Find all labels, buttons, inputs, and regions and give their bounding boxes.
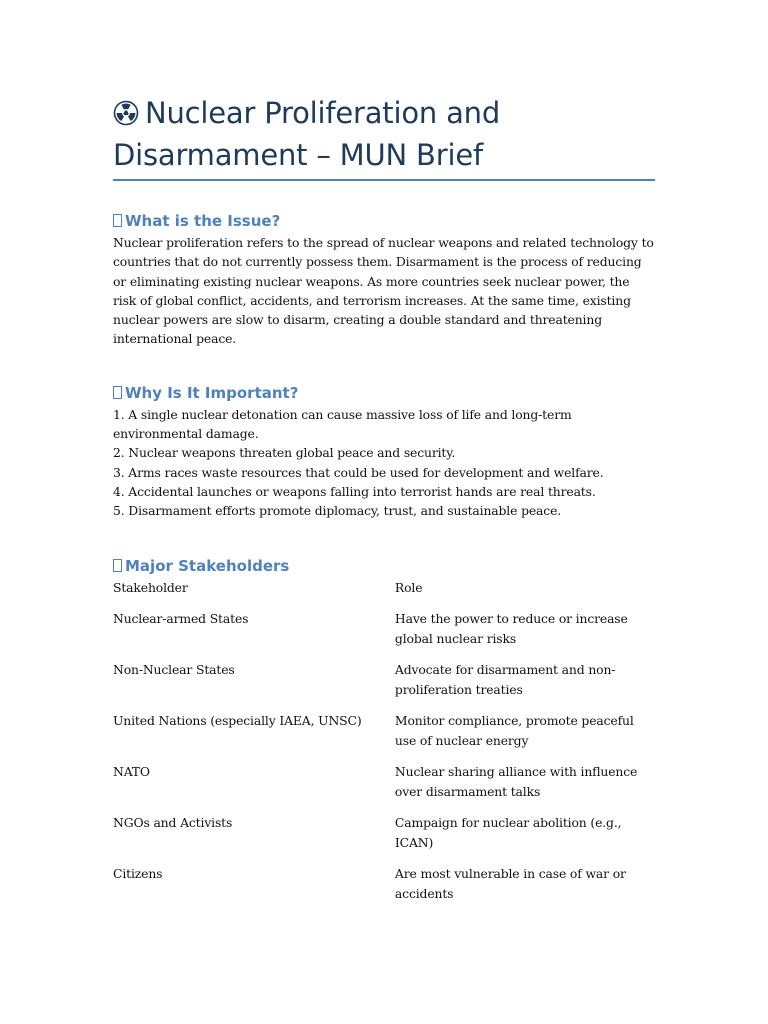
stakeholder-role: Have the power to reduce or increase global nuclear risks	[394, 611, 628, 646]
title-line-2: Disarmament – MUN Brief	[113, 138, 483, 172]
section-heading-importance-label: Why Is It Important?	[125, 383, 299, 402]
stakeholder-role: Monitor compliance, promote peaceful use of nuclear energy	[394, 713, 634, 748]
stakeholder-name: NGOs and Activists	[113, 815, 233, 831]
stakeholder-name: Nuclear-armed States	[113, 611, 249, 627]
table-header-row	[113, 578, 655, 610]
section-heading-stakeholders	[113, 555, 655, 577]
issue-paragraph: Nuclear proliferation refers to the spread of nuclear weapons and related technology to countries that do not currently possess them. Disarmament is the process of reducing or eliminating existing nuclear weapons. As more countries seek nuclear power, the risk of global conflict, accidents, and terrorism increases. At the same time, existing nuclear powers are slow to disarm, creating a double standard and threatening international peace.	[113, 235, 654, 347]
section-heading-issue-label: What is the Issue?	[125, 212, 281, 230]
stakeholder-role: Are most vulnerable in case of war or accidents	[394, 866, 626, 901]
stakeholders-table	[113, 578, 655, 904]
column-header-role: Role	[394, 579, 423, 595]
stakeholder-name: NATO	[113, 764, 150, 780]
stakeholder-role: Campaign for nuclear abolition (e.g., ICAN)	[394, 815, 622, 850]
stakeholder-name: Non-Nuclear States	[113, 662, 235, 678]
table-row	[113, 762, 655, 813]
title-divider	[113, 179, 655, 181]
table-row	[113, 609, 655, 660]
section-heading-issue	[113, 210, 655, 232]
stakeholder-name: Citizens	[113, 866, 163, 882]
page-title	[113, 92, 655, 176]
list-item: 4. Accidental launches or weapons falling into terrorist hands are real threats.	[113, 483, 596, 499]
table-row	[113, 660, 655, 711]
section-heading-importance	[113, 382, 655, 404]
list-item: 5. Disarmament efforts promote diplomacy, trust, and sustainable peace.	[113, 503, 562, 519]
list-item: 3. Arms races waste resources that could be used for development and welfare.	[113, 464, 604, 480]
importance-list	[113, 405, 655, 521]
stakeholder-name: United Nations (especially IAEA, UNSC)	[113, 713, 362, 729]
list-item: 2. Nuclear weapons threaten global peace and security.	[113, 445, 456, 461]
document-page	[113, 92, 655, 903]
stakeholder-role: Advocate for disarmament and non-proliferation treaties	[394, 662, 616, 697]
missing-glyph-icon	[113, 386, 122, 399]
table-row	[113, 711, 655, 762]
missing-glyph-icon	[113, 214, 122, 227]
missing-glyph-icon	[113, 559, 122, 572]
table-row	[113, 813, 655, 864]
section-heading-stakeholders-label: Major Stakeholders	[125, 556, 290, 575]
column-header-stakeholder: Stakeholder	[113, 579, 188, 595]
table-row	[113, 864, 655, 903]
radiation-icon	[113, 100, 139, 126]
title-line-1: Nuclear Proliferation and	[145, 96, 501, 130]
stakeholder-role: Nuclear sharing alliance with influence over disarmament talks	[394, 764, 638, 799]
list-item: 1. A single nuclear detonation can cause massive loss of life and long-term environmental damage.	[113, 406, 572, 442]
